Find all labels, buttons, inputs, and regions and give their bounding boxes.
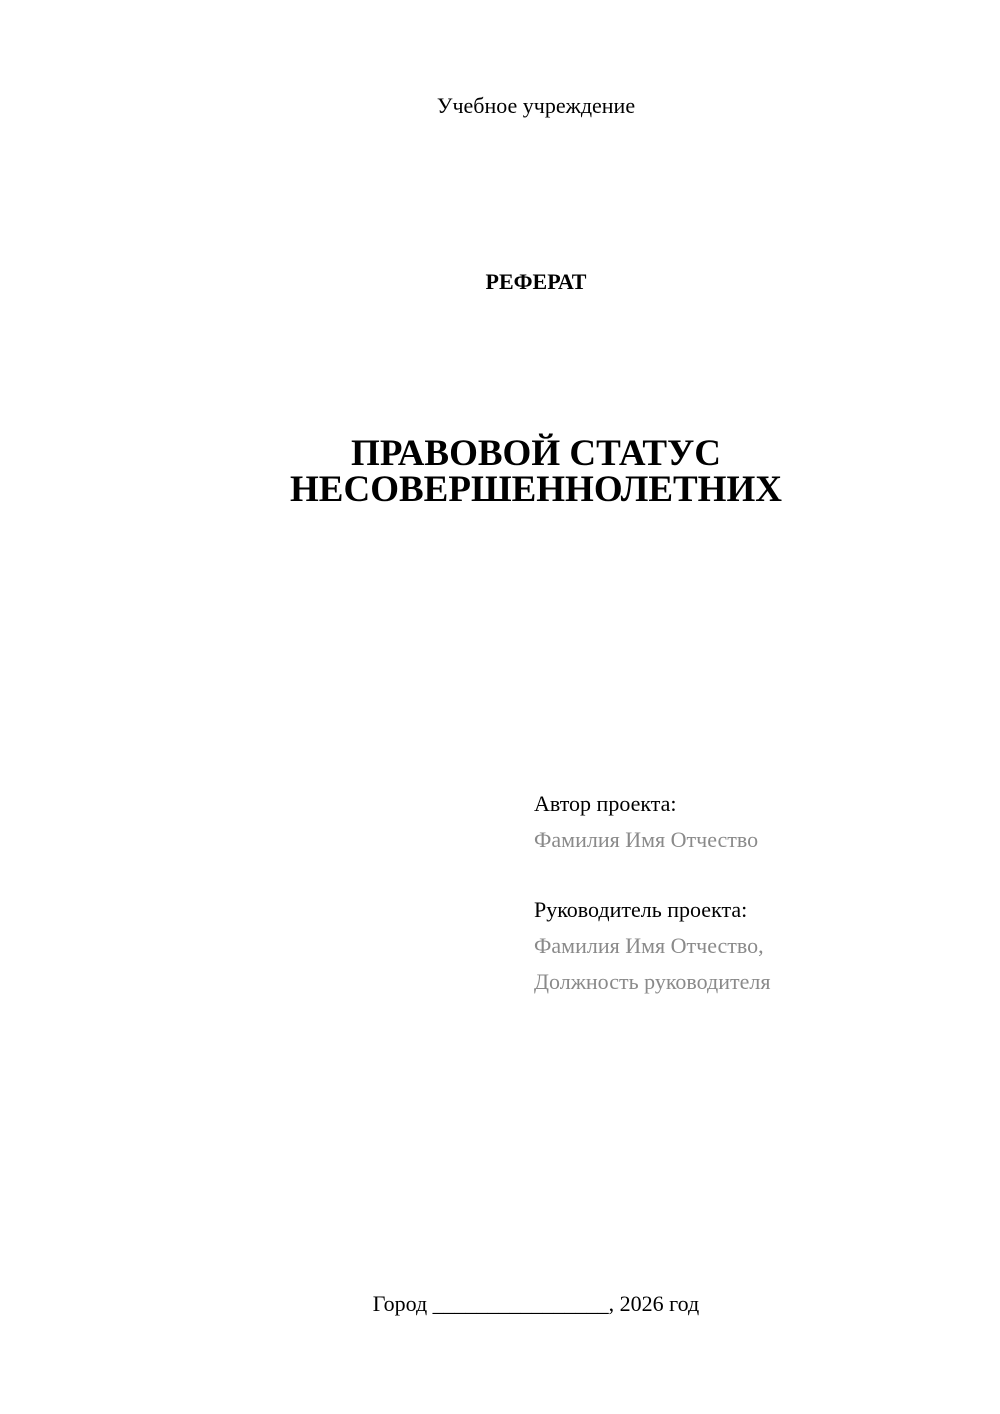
document-title xyxy=(236,433,836,510)
institution-name: Учебное учреждение xyxy=(436,93,636,118)
author-name: Фамилия Имя Отчество xyxy=(534,827,759,852)
city-blank: ________________ xyxy=(432,1291,609,1316)
supervisor-position: Должность руководителя xyxy=(534,969,771,994)
author-block xyxy=(534,786,974,858)
supervisor-block xyxy=(534,892,974,1000)
city-label: Город xyxy=(372,1291,428,1316)
year-text: , 2026 год xyxy=(608,1291,700,1316)
supervisor-label: Руководитель проекта: xyxy=(534,897,748,922)
document-type: РЕФЕРАТ xyxy=(485,269,587,294)
title-line-1: ПРАВОВОЙ СТАТУС xyxy=(351,433,721,474)
title-line-2: НЕСОВЕРШЕННОЛЕТНИХ xyxy=(290,469,782,510)
supervisor-name: Фамилия Имя Отчество, xyxy=(534,933,764,958)
author-label: Автор проекта: xyxy=(534,791,677,816)
footer-city-year xyxy=(286,1288,786,1320)
